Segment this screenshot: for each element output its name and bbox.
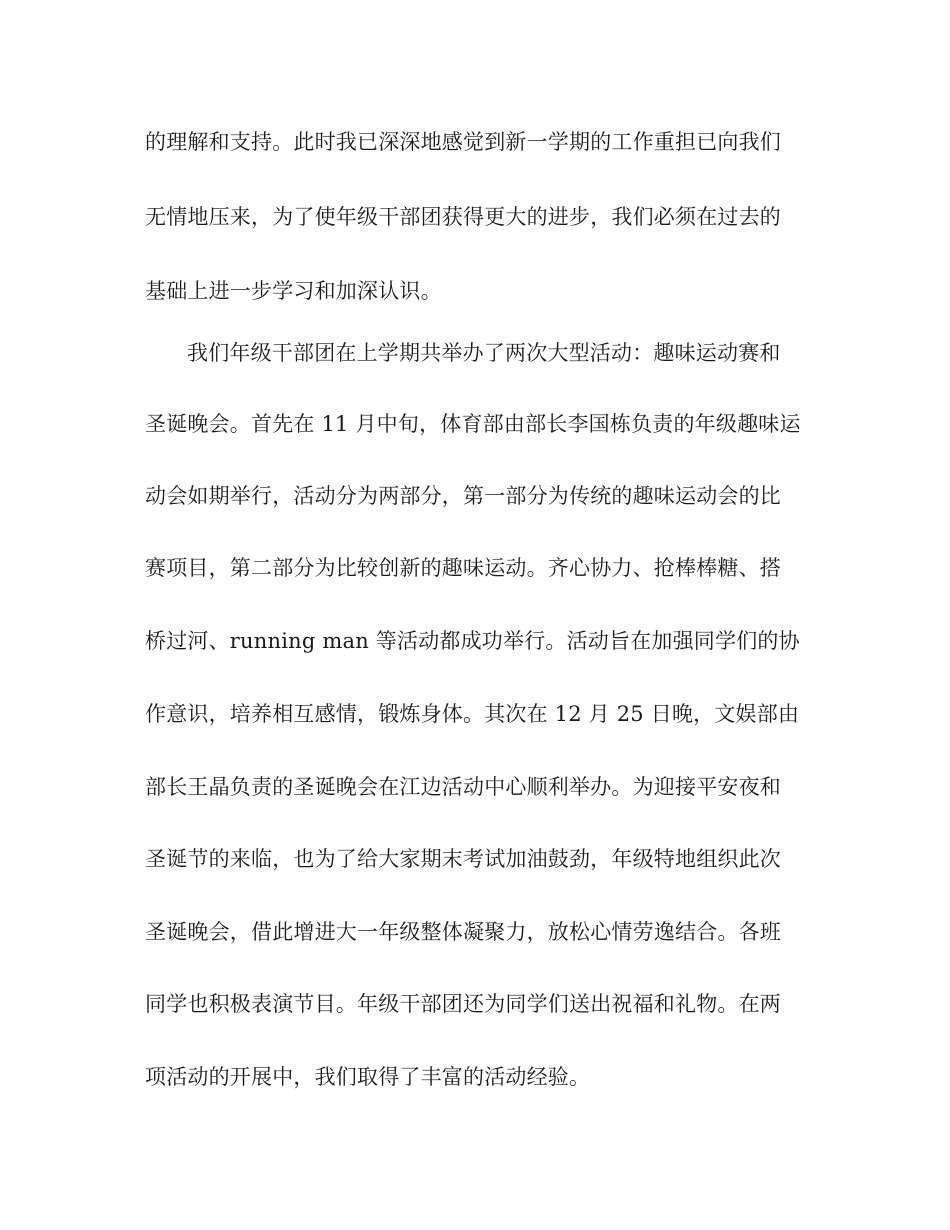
text-line: 项活动的开展中，我们取得了丰富的活动经验。 (145, 1065, 591, 1089)
text-line: 赛项目，第二部分为比较创新的趣味运动。齐心协力、抢棒棒糖、搭 (145, 556, 781, 580)
text-line: 桥过河、running man 等活动都成功举行。活动旨在加强同学们的协 (145, 629, 800, 653)
text-line: 作意识，培养相互感情，锻炼身体。其次在 12 月 25 日晚，文娱部由 (145, 702, 800, 726)
text-line: 圣诞晚会。首先在 11 月中旬，体育部由部长李国栋负责的年级趣味运 (145, 412, 801, 436)
text-line: 我们年级干部团在上学期共举办了两次大型活动：趣味运动赛和 (187, 341, 781, 365)
text-line: 部长王晶负责的圣诞晚会在江边活动中心顺利举办。为迎接平安夜和 (145, 775, 781, 799)
text-line: 无情地压来，为了使年级干部团获得更大的进步，我们必须在过去的 (145, 205, 781, 229)
text-line: 圣诞晚会，借此增进大一年级整体凝聚力，放松心情劳逸结合。各班 (145, 920, 781, 944)
text-line: 动会如期举行，活动分为两部分，第一部分为传统的趣味运动会的比 (145, 484, 781, 508)
text-line: 同学也积极表演节目。年级干部团还为同学们送出祝福和礼物。在两 (145, 992, 781, 1016)
text-line: 圣诞节的来临，也为了给大家期末考试加油鼓劲，年级特地组织此次 (145, 847, 781, 871)
text-line: 基础上进一步学习和加深认识。 (145, 279, 442, 303)
text-line: 的理解和支持。此时我已深深地感觉到新一学期的工作重担已向我们 (145, 130, 781, 154)
